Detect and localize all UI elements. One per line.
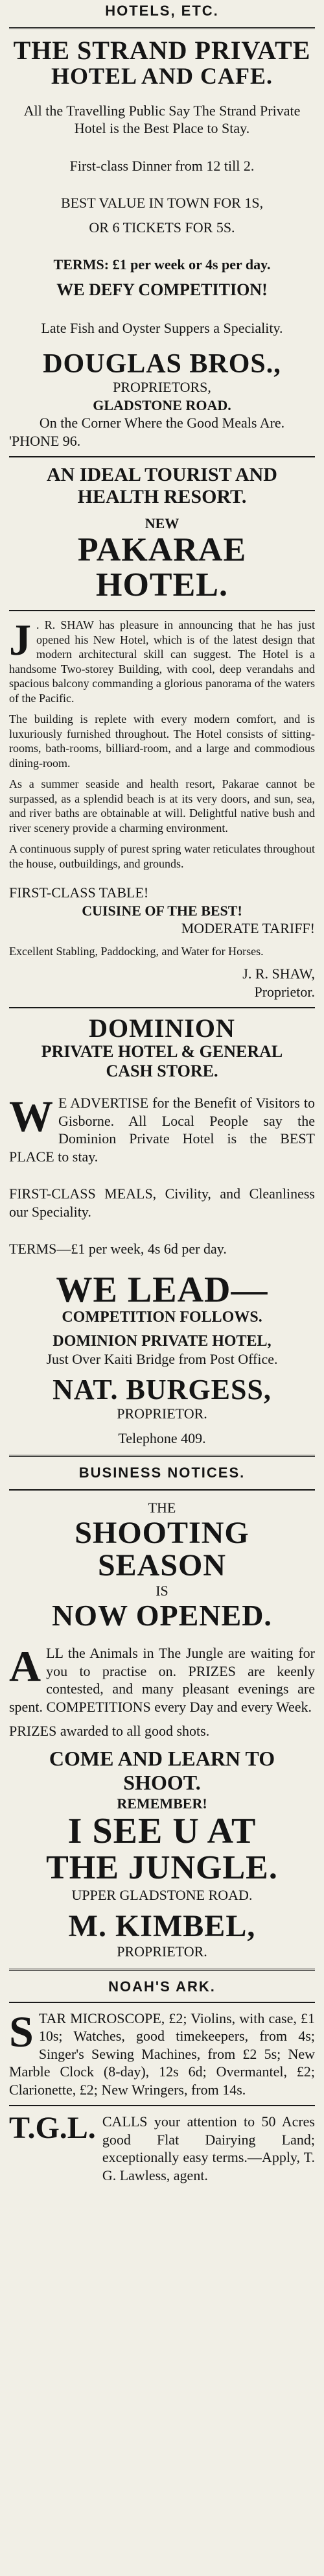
dominion-lead: WE LEAD— — [56, 1269, 268, 1310]
pakarae-paragraph-4: A continuous supply of purest spring water reticulates throughout the house, outbuildings, and grounds. — [9, 842, 315, 870]
dominion-paragraph-1: W E ADVERTISE for the Benefit of Visitors to Gisborne. All Local People say the Dominion Private Hotel is the BEST PLACE to stay. — [9, 1091, 315, 1165]
jungle-ad — [9, 1499, 315, 1961]
strand-intro: All the Travelling Public Say The Strand Private Hotel is the Best Place to Stay. — [23, 102, 301, 137]
noah-paragraph: S TAR MICROSCOPE, £2; Violins, with case, £1 10s; Watches, good timekeepers, from 4s; Singer's Sewing Machines, from £2 5s; New Marble Clock (8-day), 12s 6d; Overmantel, £2; Clarionette, £2; New Wringers, from 14s. — [9, 2006, 315, 2098]
pakarae-paragraph-2: The building is replete with every modern comfort, and is luxuriously furnished throughout. The Hotel consists of sitting-rooms, bath-rooms, billiard-room, and a large and commodious dining-room. — [9, 712, 315, 770]
tgl-text: CALLS your attention to 50 Acres good Flat Dairying Land; exceptionally easy terms.—Apply, T. G. Lawless, agent. — [102, 2113, 315, 2183]
jungle-come-learn: COME AND LEARN TO SHOOT. — [49, 1746, 275, 1794]
divider — [9, 1455, 315, 1457]
divider — [9, 1007, 315, 1008]
noahs-ark-ad — [9, 1978, 315, 2099]
pakarae-tariff: MODERATE TARIFF! — [181, 920, 315, 937]
pakarae-proprietor-title: Proprietor. — [254, 983, 315, 1000]
jungle-proprietor: M. KIMBEL, — [68, 1909, 256, 1944]
divider — [9, 2105, 315, 2106]
pakarae-new: NEW — [145, 515, 179, 532]
drop-cap: S — [9, 2006, 34, 2056]
strand-proprietor: DOUGLAS BROS., — [43, 349, 281, 380]
section-header-business: BUSINESS NOTICES. — [78, 1464, 246, 1481]
strand-phone: 'PHONE 96. — [9, 432, 81, 449]
jungle-road: UPPER GLADSTONE ROAD. — [71, 1886, 253, 1903]
divider — [9, 610, 315, 611]
jungle-remember: REMEMBER! — [117, 1795, 207, 1812]
strand-defy: WE DEFY COMPETITION! — [56, 280, 268, 299]
divider — [9, 456, 315, 457]
jungle-paragraph-1: A LL the Animals in The Jungle are waiting for you to practise on. PRIZES are keenly contested, and many pleasant evenings are spent. COMPETITIONS every Day and every Week. — [9, 1642, 315, 1715]
strand-address: GLADSTONE ROAD. — [93, 396, 231, 413]
tgl-ad — [9, 2113, 315, 2184]
dominion-competition: COMPETITION FOLLOWS. — [62, 1309, 262, 1326]
pakarae-paragraph-3: As a summer seaside and health resort, Pakarae cannot be surpassed, as a splendid beach is at its very doors, and sun, sea, and river baths are obtainable at will. Delightful native bush and river scenery provide a charming environment. — [9, 777, 315, 834]
jungle-name: THE JUNGLE. — [46, 1849, 278, 1886]
pakarae-paragraph-1: J . R. SHAW has pleasure in announcing that he has just opened his New Hotel, which is of the latest design that modern architectural skill can suggest. The Hotel is a handsome Two-storey Building, with cool, deep verandahs and spacious balcony commanding a glorious panorama of the waters of the Pacific. — [9, 615, 315, 705]
noah-title: NOAH'S ARK. — [108, 1978, 216, 1995]
strand-title-line2: HOTEL AND CAFE. — [51, 63, 273, 89]
strand-best-value: BEST VALUE IN TOWN FOR 1S, — [60, 195, 264, 212]
pakarae-cuisine: CUISINE OF THE BEST! — [82, 902, 242, 919]
strand-dinner: First-class Dinner from 12 till 2. — [69, 157, 255, 174]
strand-ad — [9, 37, 315, 450]
strand-tickets: OR 6 TICKETS FOR 5S. — [89, 219, 235, 236]
dominion-terms: TERMS—£1 per week, 4s 6d per day. — [9, 1241, 227, 1258]
drop-cap: W — [9, 1091, 53, 1141]
divider — [9, 2002, 315, 2003]
pakarae-tagline-2: HEALTH RESORT. — [77, 486, 247, 508]
dominion-location: Just Over Kaiti Bridge from Post Office. — [46, 1351, 278, 1368]
strand-late: Late Fish and Oyster Suppers a Speciality. — [41, 319, 283, 336]
pakarae-proprietor: J. R. SHAW, — [242, 966, 315, 982]
dominion-name: DOMINION PRIVATE HOTEL, — [52, 1333, 272, 1350]
drop-cap: J — [9, 615, 31, 665]
divider — [9, 1969, 315, 1971]
dominion-proprietor-title: PROPRIETOR. — [117, 1405, 207, 1422]
divider — [9, 1489, 315, 1491]
jungle-paragraph-2: PRIZES awarded to all good shots. — [9, 1723, 210, 1740]
drop-cap: A — [9, 1642, 41, 1692]
pakarae-ad — [9, 464, 315, 1001]
jungle-shooting-season: SHOOTING SEASON — [75, 1515, 249, 1583]
strand-proprietor-title: PROPRIETORS, — [113, 379, 211, 396]
dominion-telephone: Telephone 409. — [118, 1429, 206, 1446]
jungle-is: IS — [156, 1583, 168, 1599]
strand-corner: On the Corner Where the Good Meals Are. — [39, 415, 285, 431]
section-header-hotels: HOTELS, ETC. — [105, 3, 219, 19]
dominion-title-2: PRIVATE HOTEL & GENERAL — [41, 1042, 283, 1062]
pakarae-table: FIRST-CLASS TABLE! — [9, 884, 149, 901]
strand-terms: TERMS: £1 per week or 4s per day. — [53, 256, 271, 273]
dominion-title-3: CASH STORE. — [106, 1062, 218, 1081]
jungle-now-opened: NOW OPENED. — [52, 1598, 272, 1632]
pakarae-stabling: Excellent Stabling, Paddocking, and Water for Horses. — [9, 944, 264, 958]
dominion-proprietor: NAT. BURGESS, — [52, 1373, 272, 1405]
jungle-the: THE — [148, 1500, 176, 1516]
jungle-i-see-u: I SEE U AT — [67, 1811, 257, 1852]
pakarae-title: PAKARAE HOTEL. — [77, 531, 247, 604]
pakarae-tagline-1: AN IDEAL TOURIST AND — [47, 464, 277, 486]
tgl-title: T.G.L. — [9, 2111, 96, 2146]
jungle-proprietor-title: PROPRIETOR. — [117, 1943, 207, 1960]
strand-title-line1: THE STRAND PRIVATE — [13, 36, 311, 65]
dominion-ad — [9, 1015, 315, 1447]
dominion-title-1: DOMINION — [89, 1014, 235, 1043]
divider — [9, 27, 315, 29]
dominion-meals: FIRST-CLASS MEALS, Civility, and Cleanliness our Speciality. — [9, 1185, 315, 1220]
